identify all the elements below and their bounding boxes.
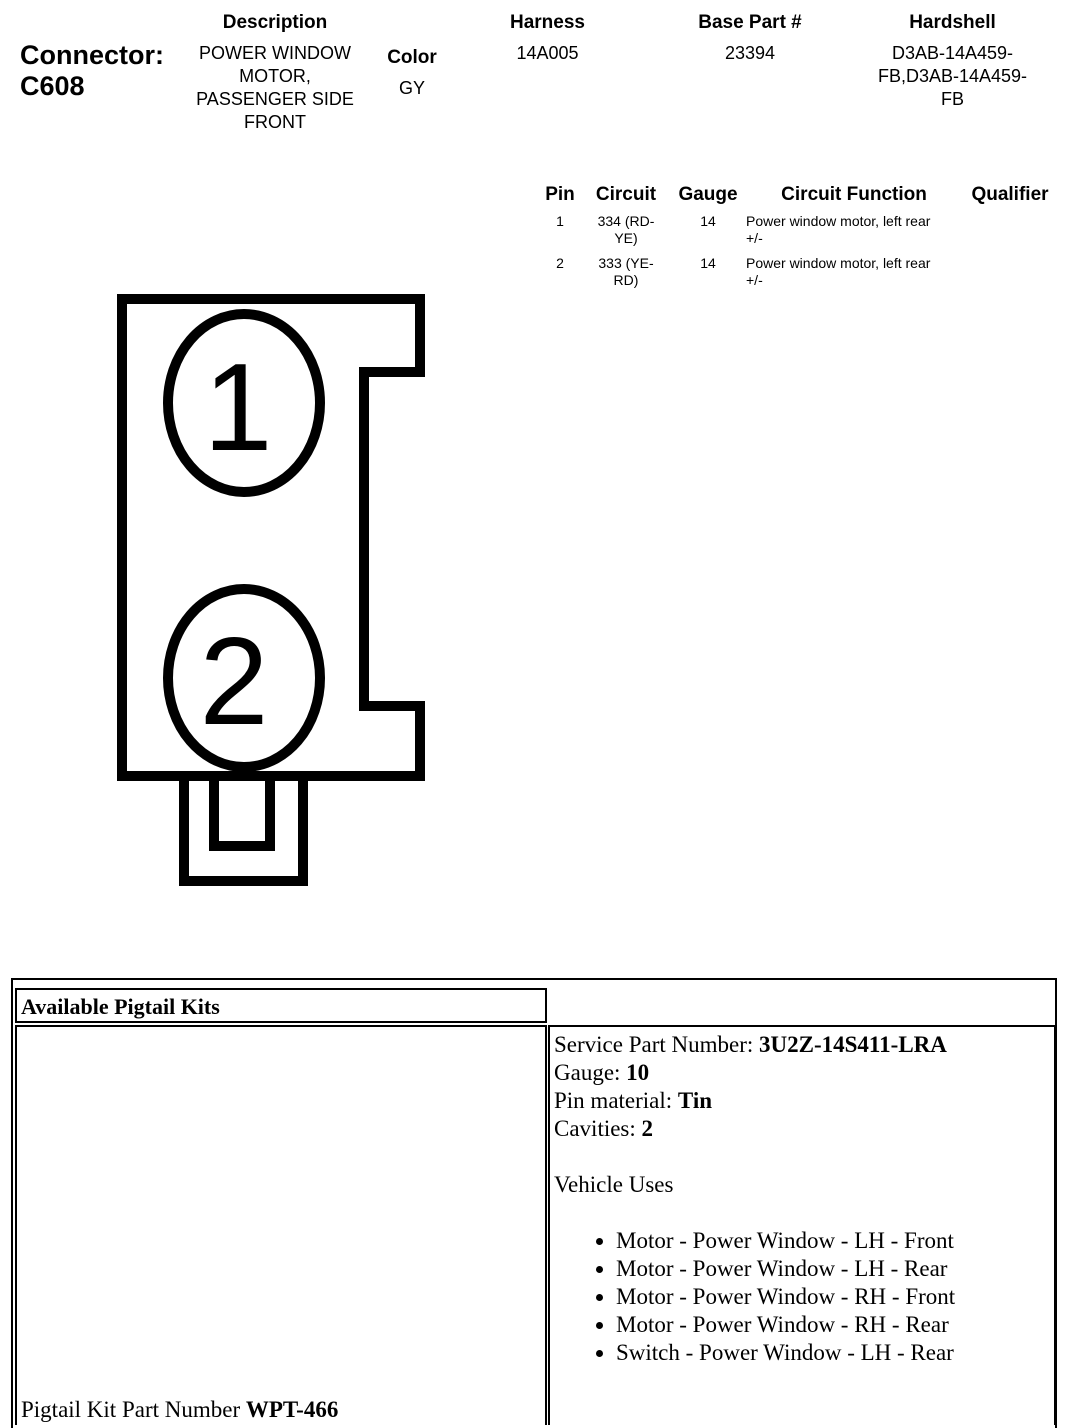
pigtail-kit-details (548, 1025, 1056, 1425)
pigtail-kit-image-cell (15, 1025, 547, 1425)
pigtail-kits-title: Available Pigtail Kits (15, 988, 547, 1023)
harness-value: 14A005 (516, 43, 579, 63)
circuit-col-header: Circuit (595, 184, 657, 205)
base-part-header: Base Part # (698, 12, 802, 33)
kit-gauge: Gauge: 10 (554, 1060, 650, 1085)
list-item: • Motor - Power Window - RH - Front (616, 1283, 1050, 1311)
pin-gauge: 14 (700, 255, 716, 271)
list-item: • Switch - Power Window - LH - Rear (616, 1339, 1050, 1367)
harness-header: Harness (510, 12, 585, 33)
pigtail-kit-part-number: Pigtail Kit Part Number WPT-466 (21, 1397, 339, 1422)
connector-label: Connector: C608 (20, 40, 164, 101)
function-col-header: Circuit Function (781, 184, 927, 205)
vehicle-uses-label: Vehicle Uses (554, 1172, 674, 1197)
description-header: Description (222, 12, 328, 33)
color-value: GY (398, 78, 425, 98)
gauge-col-header: Gauge (678, 184, 738, 205)
qualifier-col-header: Qualifier (971, 184, 1049, 205)
kit-cavities: Cavities: 2 (554, 1116, 654, 1141)
connector-id: C608 (20, 71, 85, 101)
hardshell-value: D3AB-14A459- FB,D3AB-14A459- FB (877, 43, 1028, 109)
connector-face-diagram (0, 0, 470, 900)
hardshell-header: Hardshell (909, 12, 996, 33)
list-item: • Motor - Power Window - LH - Front (616, 1227, 1050, 1255)
pin-number: 1 (556, 213, 564, 229)
pin-col-header: Pin (545, 184, 575, 205)
list-item: • Motor - Power Window - LH - Rear (616, 1255, 1050, 1283)
pin-circuit: 334 (RD- YE) (597, 213, 655, 246)
pin-1-label: 1 (203, 339, 273, 477)
service-part-number: Service Part Number: 3U2Z-14S411-LRA (554, 1032, 947, 1057)
pin-number: 2 (556, 255, 564, 271)
kit-pin-material: Pin material: Tin (554, 1088, 713, 1113)
base-part-value: 23394 (724, 43, 776, 63)
list-item: • Motor - Power Window - RH - Rear (616, 1311, 1050, 1339)
pin-circuit: 333 (YE- RD) (598, 255, 654, 288)
pin-gauge: 14 (700, 213, 716, 229)
connector-latch-inner (214, 776, 270, 846)
pin-function: Power window motor, left rear +/- (746, 255, 931, 288)
pin-function: Power window motor, left rear +/- (746, 213, 931, 246)
color-header: Color (387, 47, 437, 68)
pin-2-label: 2 (199, 613, 269, 751)
vehicle-uses-list (554, 1227, 1050, 1367)
description-value: POWER WINDOW MOTOR, PASSENGER SIDE FRONT (196, 43, 354, 132)
connector-latch-outer (184, 776, 303, 881)
